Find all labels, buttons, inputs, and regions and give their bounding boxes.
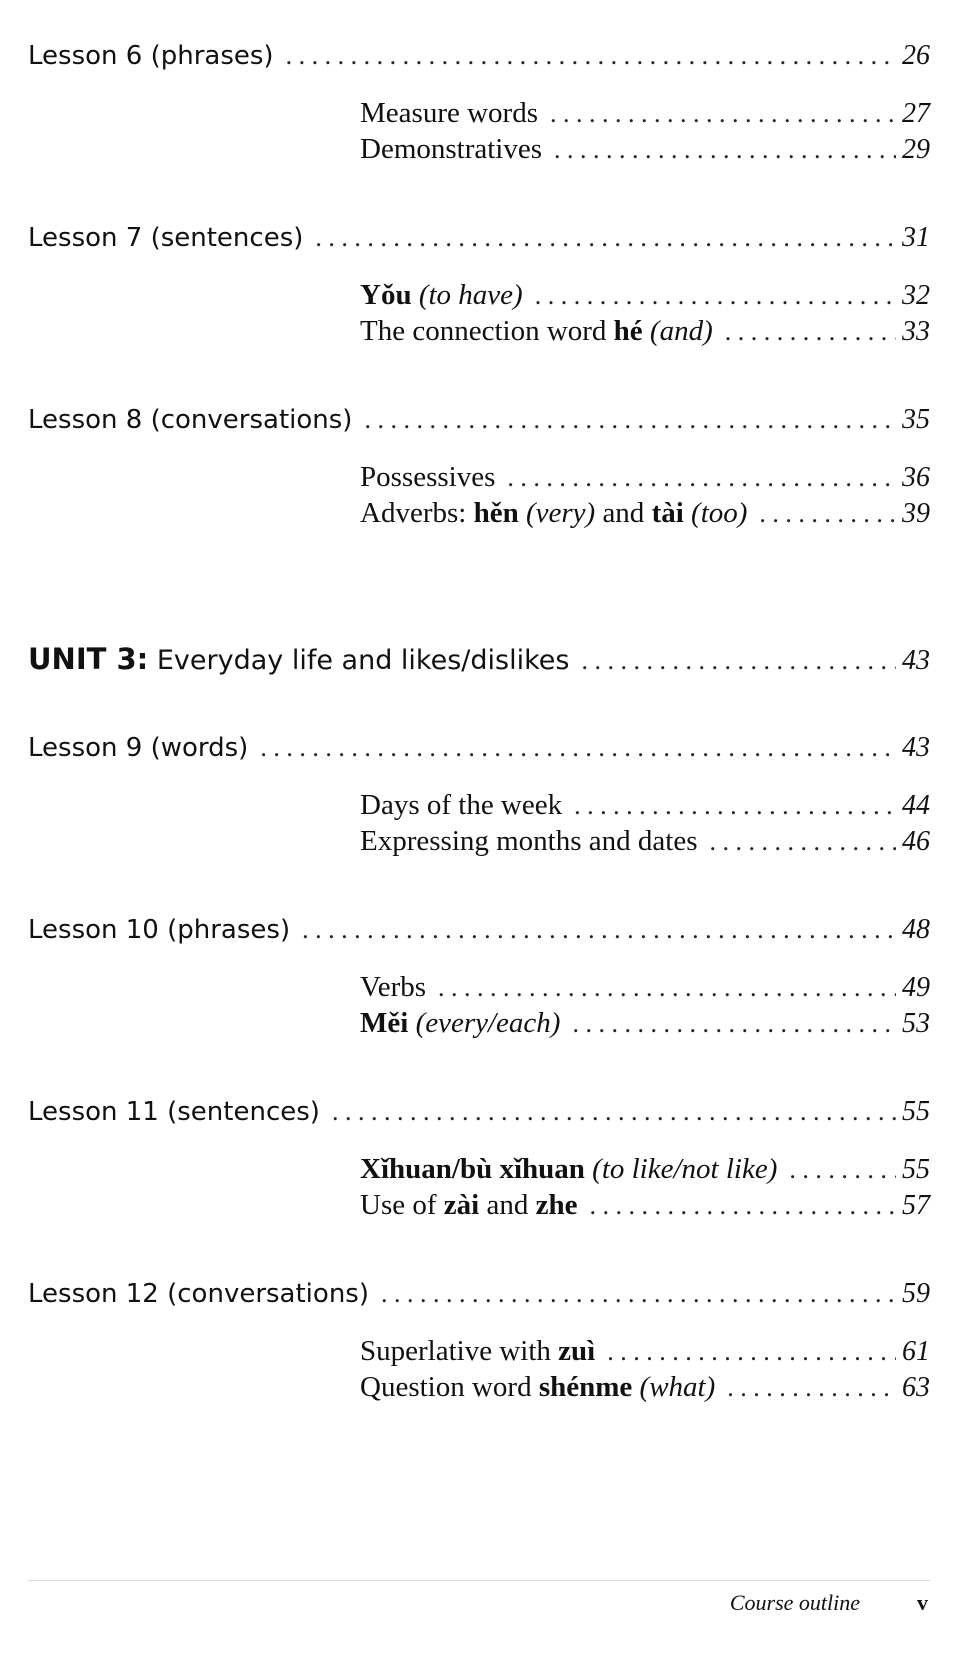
leader-dots	[554, 135, 896, 165]
connector: and	[486, 1189, 529, 1221]
entry-title: Lesson 12 (conversations)	[28, 1279, 369, 1309]
leader-dots	[709, 827, 896, 857]
toc-lesson-6	[28, 40, 930, 72]
entry-title: Lesson 8 (conversations)	[28, 405, 353, 435]
entry-title: Possessives	[360, 461, 496, 493]
toc-subentry-he	[360, 315, 930, 348]
gloss: (and)	[649, 315, 713, 347]
pinyin-term: zài	[443, 1189, 480, 1221]
toc-subentry-you	[360, 279, 930, 312]
entry-title: Verbs	[360, 971, 427, 1003]
pinyin-term: hěn	[473, 497, 519, 529]
toc-subentry-mei	[360, 1007, 930, 1040]
page-number: 49	[902, 972, 930, 1003]
toc-subentry-demonstratives	[360, 133, 930, 166]
leader-dots	[759, 499, 896, 529]
entry-title: Lesson 10 (phrases)	[28, 915, 291, 945]
entry-title: Expressing months and dates	[360, 825, 698, 857]
connector: and	[602, 497, 645, 529]
leader-dots	[725, 317, 896, 347]
toc-subentry-days	[360, 789, 930, 822]
pinyin-term: Yǒu	[360, 279, 412, 311]
toc-subentry-adverbs	[360, 497, 930, 530]
toc-lesson-11	[28, 1096, 930, 1128]
running-footer-label: Course outline	[729, 1590, 860, 1615]
pinyin-term: Měi	[360, 1007, 409, 1039]
page-number: 26	[902, 40, 930, 71]
leader-dots	[315, 223, 896, 253]
pinyin-term: hé	[613, 315, 643, 347]
leader-dots	[535, 281, 896, 311]
page-number: 33	[902, 316, 930, 347]
toc-subentry-verbs	[360, 971, 930, 1004]
folio-page-number: v	[917, 1590, 928, 1615]
gloss: (too)	[691, 497, 748, 529]
page-number: 55	[902, 1096, 930, 1127]
unit-title: Everyday life and likes/dislikes	[156, 645, 570, 676]
entry-title: Lesson 9 (words)	[28, 733, 249, 763]
leader-dots	[572, 1009, 896, 1039]
entry-title: Lesson 7 (sentences)	[28, 223, 304, 253]
page-number: 63	[902, 1372, 930, 1403]
entry-title: Demonstratives	[360, 133, 543, 165]
gloss: (every/each)	[415, 1007, 561, 1039]
leader-dots	[607, 1337, 896, 1367]
page-number: 27	[902, 98, 930, 129]
pinyin-term: zhe	[535, 1189, 578, 1221]
toc-subentry-measure-words	[360, 97, 930, 130]
page-number: 46	[902, 826, 930, 857]
page-number: 48	[902, 914, 930, 945]
page-number: 32	[902, 280, 930, 311]
leader-dots	[438, 973, 896, 1003]
pinyin-term: Xǐhuan/bù xǐhuan	[360, 1153, 585, 1185]
toc-subentry-zai-zhe	[360, 1189, 930, 1222]
toc-unit-3	[28, 642, 930, 677]
page-number: 36	[902, 462, 930, 493]
page-number: 61	[902, 1336, 930, 1367]
pinyin-term: tài	[651, 497, 684, 529]
pinyin-term: shénme	[538, 1371, 633, 1403]
leader-dots	[589, 1191, 896, 1221]
leader-dots	[381, 1279, 896, 1309]
entry-title: Days of the week	[360, 789, 563, 821]
leader-dots	[286, 41, 896, 71]
page-number: 31	[902, 222, 930, 253]
page-number: 43	[902, 645, 930, 676]
gloss: (to like/not like)	[592, 1153, 778, 1185]
leader-dots	[789, 1155, 896, 1185]
page-number: 44	[902, 790, 930, 821]
leader-dots	[727, 1373, 896, 1403]
entry-title: Measure words	[360, 97, 538, 129]
entry-prefix: Use of	[360, 1189, 437, 1221]
gloss: (what)	[639, 1371, 716, 1403]
pinyin-term: zuì	[558, 1335, 596, 1367]
gloss: (to have)	[418, 279, 523, 311]
leader-dots	[550, 99, 896, 129]
entry-prefix: Question word	[360, 1371, 532, 1403]
entry-title: Lesson 6 (phrases)	[28, 41, 274, 71]
page-number: 43	[902, 732, 930, 763]
leader-dots	[302, 915, 896, 945]
toc-lesson-10	[28, 914, 930, 946]
leader-dots	[332, 1097, 896, 1127]
leader-dots	[581, 646, 896, 676]
toc-lesson-8	[28, 404, 930, 436]
entry-prefix: Superlative with	[360, 1335, 551, 1367]
toc-subentry-possessives	[360, 461, 930, 494]
entry-prefix: Adverbs:	[360, 497, 467, 529]
unit-label: UNIT 3:	[28, 642, 149, 676]
entry-title: Lesson 11 (sentences)	[28, 1097, 320, 1127]
toc-lesson-12	[28, 1278, 930, 1310]
leader-dots	[574, 791, 896, 821]
page-number: 57	[902, 1190, 930, 1221]
leader-dots	[364, 405, 896, 435]
entry-prefix: The connection word	[360, 315, 607, 347]
page-number: 29	[902, 134, 930, 165]
toc-lesson-9	[28, 732, 930, 764]
footer-divider	[28, 1580, 930, 1581]
toc-subentry-months	[360, 825, 930, 858]
page-number: 39	[902, 498, 930, 529]
toc-subentry-shenme	[360, 1371, 930, 1404]
page-number: 53	[902, 1008, 930, 1039]
page-number: 35	[902, 404, 930, 435]
toc-subentry-superlative	[360, 1335, 930, 1368]
gloss: (very)	[525, 497, 596, 529]
leader-dots	[260, 733, 896, 763]
toc-subentry-xihuan	[360, 1153, 930, 1186]
leader-dots	[507, 463, 896, 493]
page-number: 55	[902, 1154, 930, 1185]
page-number: 59	[902, 1278, 930, 1309]
toc-lesson-7	[28, 222, 930, 254]
